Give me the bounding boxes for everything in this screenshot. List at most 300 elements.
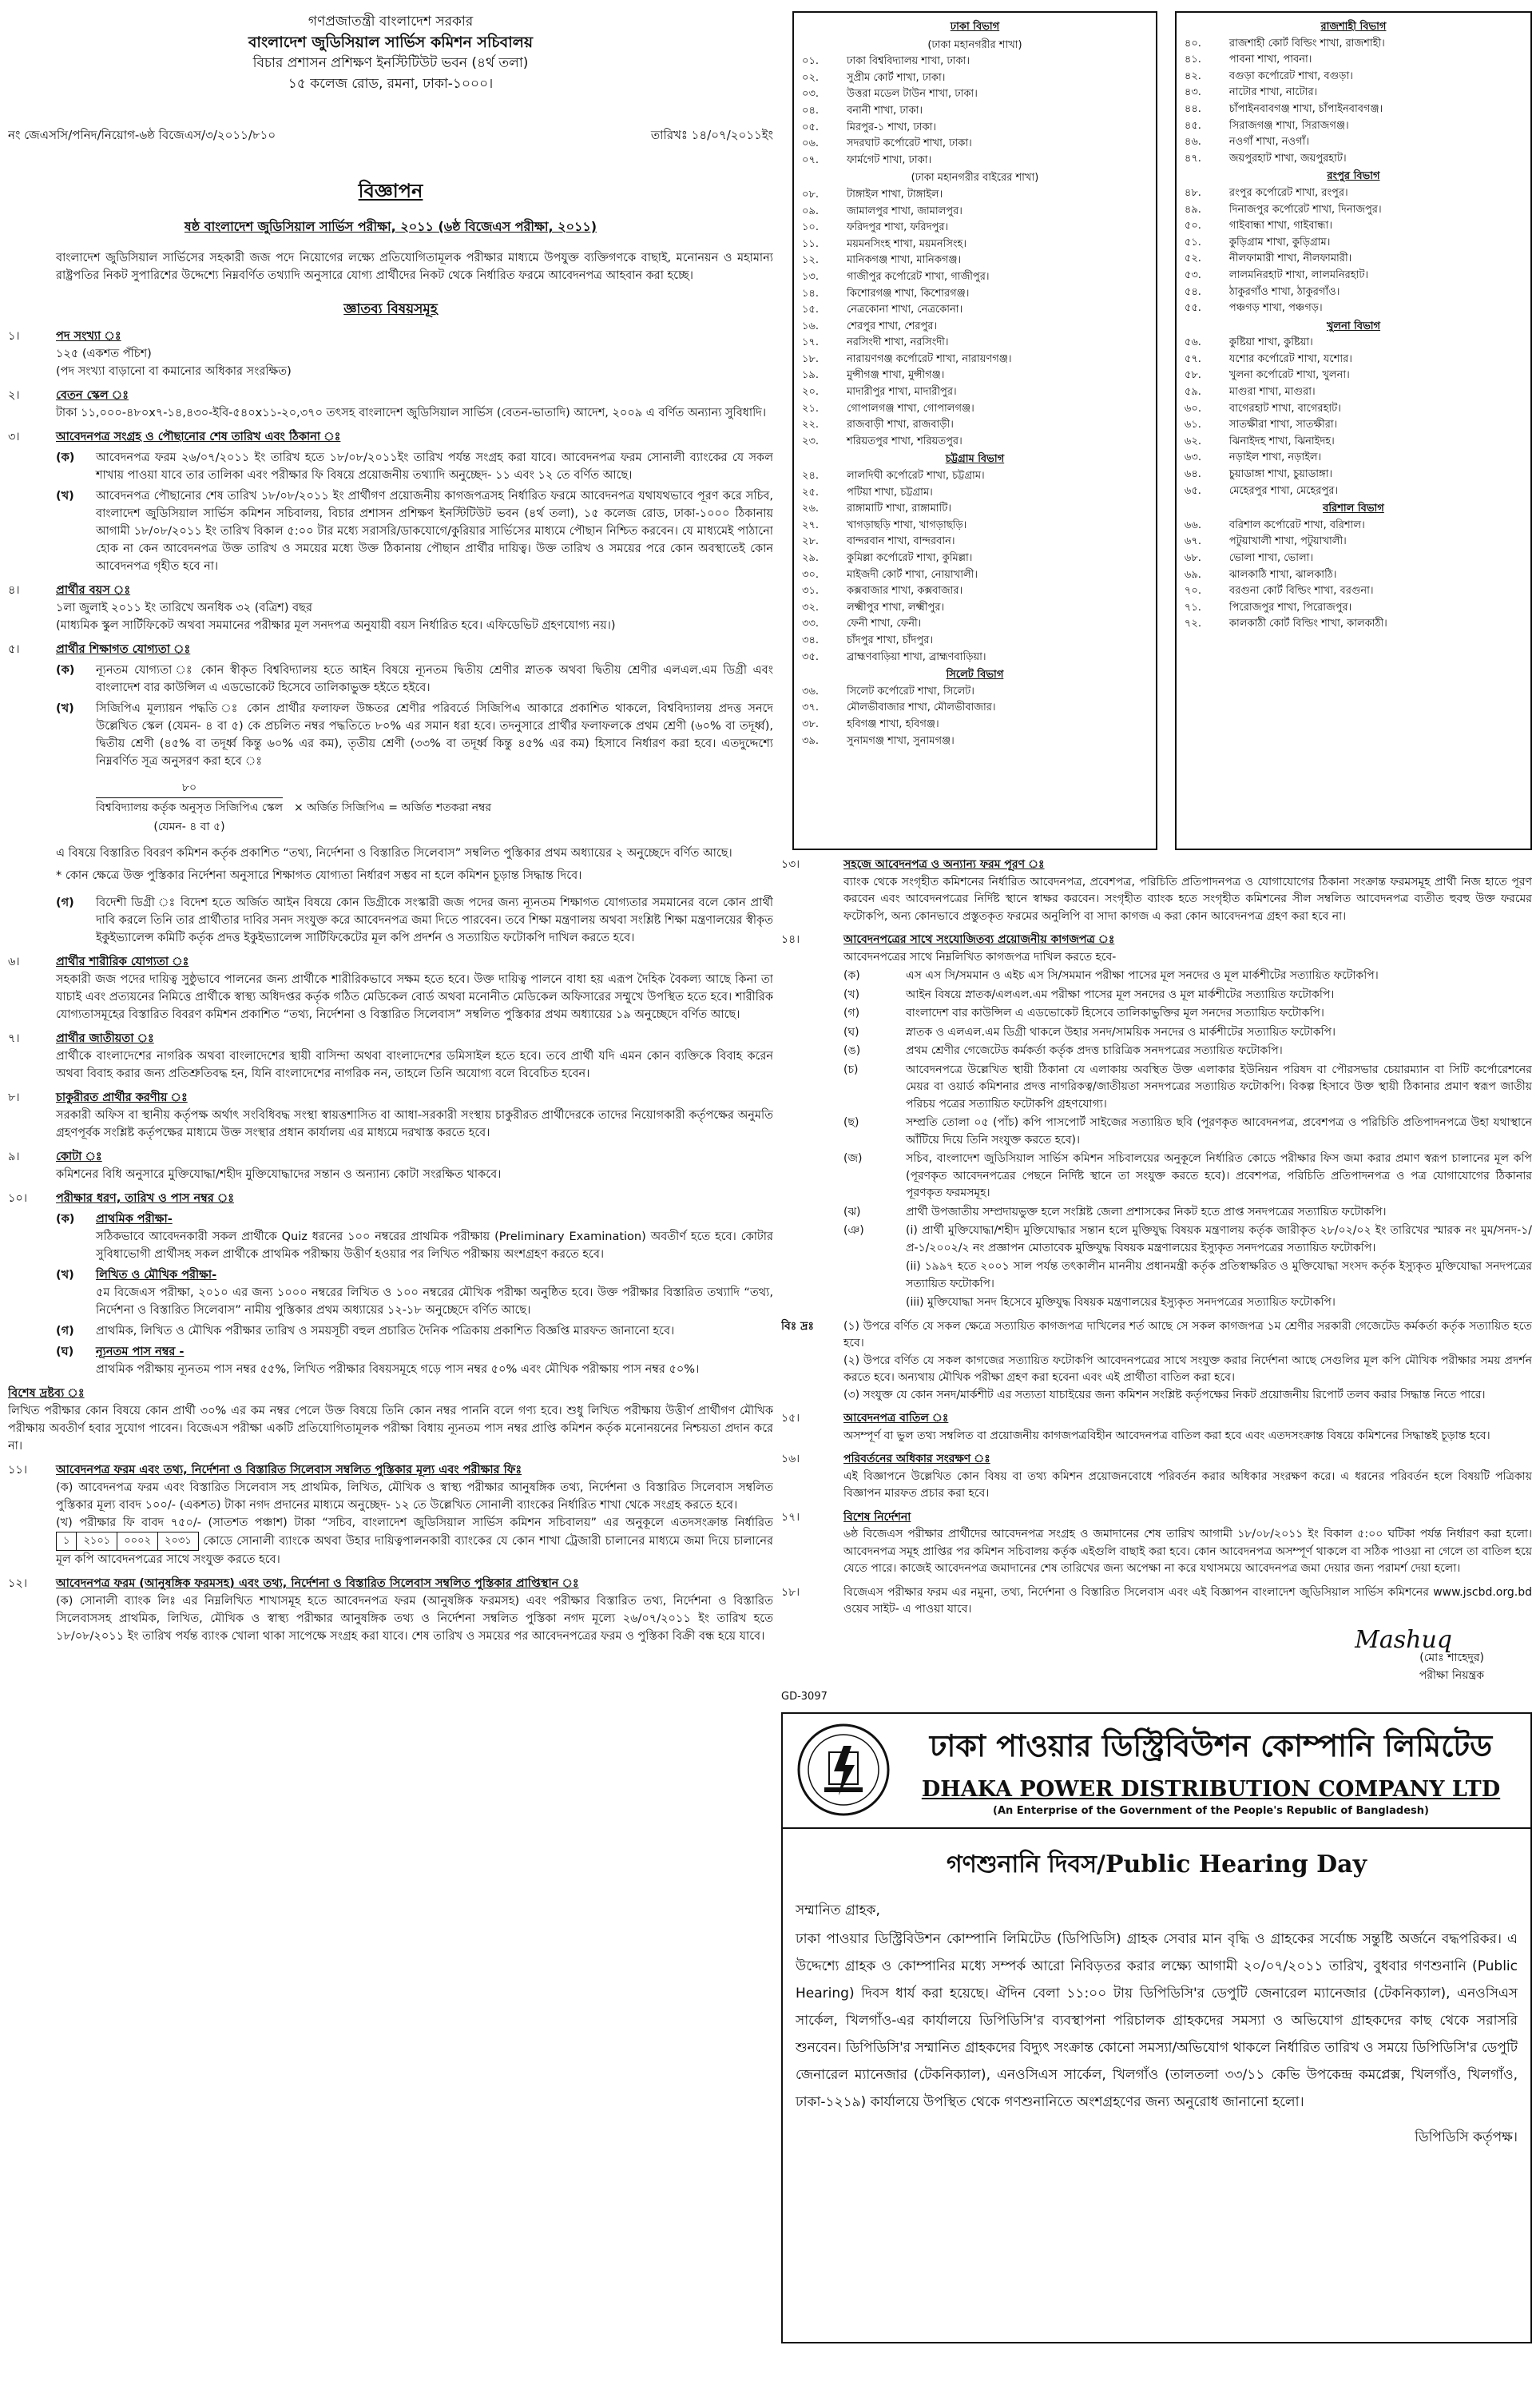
branch-item (802, 684, 1148, 701)
branch-group-title: সিলেট বিভাগ (946, 669, 1004, 682)
branch-item (802, 583, 1148, 600)
branch-name: কুমিল্লা কর্পোরেট শাখা, কুমিল্লা। (847, 552, 973, 564)
branch-item (1185, 151, 1522, 168)
doc-item-label: (চ) (843, 1063, 859, 1076)
branch-item (1185, 185, 1522, 202)
docs-nb (781, 1318, 1532, 1405)
branch-number: ৬৪. (1184, 468, 1201, 481)
branch-name: নেত্রকোনা শাখা, নেত্রকোনা। (847, 304, 963, 316)
branch-item (802, 286, 1148, 303)
branch-name: যশোর কর্পোরেট শাখা, যশোর। (1228, 352, 1352, 365)
nb-item: (৩) সংযুক্ত যে কোন সনদ/মার্কশীট এর সত্যতা যাচাইয়ের জন্য কমিশন সংশ্লিষ্ট কর্তৃপক্ষের নিকট প্রয়োজনীয় রিপোর্ট তলব করার সিদ্ধান্ত নিতে পারে। (843, 1388, 1486, 1401)
branch-number: ২৪. (802, 470, 820, 483)
branch-number: ৬২. (1184, 435, 1201, 447)
branch-number: ৬১. (1184, 419, 1201, 431)
section-head: কোটা ঃ (56, 1151, 102, 1163)
branch-item (1185, 268, 1522, 284)
section-num: ৮। (8, 1091, 20, 1104)
branch-item (1185, 567, 1522, 584)
branch-group-title: রাজশাহী বিভাগ (1320, 21, 1387, 33)
branch-item (802, 417, 1148, 434)
signatory-title: পরীক্ষা নিয়ন্ত্রক (1419, 1668, 1484, 1682)
section-num: ৪। (8, 584, 20, 597)
branch-name: বরিশাল কর্পোরেট শাখা, বরিশাল। (1228, 519, 1365, 531)
section-num: ১। (8, 330, 20, 343)
section-text: ১লা জুলাই ২০১১ ইং তারিখে অনধিক ৩২ (বত্রিশ) বছর (মাধ্যমিক স্কুল সার্টিফিকেট অথবা সমমানের পরীক্ষার মূল সনদপত্র অনুযায়ী বয়স নির্ধারিত হবে। এফিডেভিট গ্রহণযোগ্য নয়।) (56, 602, 616, 632)
docs-nb-head: বিঃ দ্রঃ (781, 1319, 814, 1333)
branch-number: ৫১. (1184, 236, 1201, 248)
gd-code: GD-3097 (781, 1690, 828, 1703)
branch-item (1185, 518, 1522, 535)
branch-number: ১১. (802, 237, 820, 250)
sub-item (56, 487, 773, 575)
branch-number: ১৫. (802, 304, 820, 316)
branch-name: বাগেরহাট শাখা, বাগেরহাট। (1228, 402, 1341, 415)
fee-section (8, 1461, 773, 1568)
section-head: আবেদনপত্র সংগ্রহ ও পৌছানোর শেষ তারিখ এবং ঠিকানা ঃ (56, 431, 341, 443)
branch-item (1185, 352, 1522, 368)
section (781, 1584, 1532, 1619)
branch-name: ময়মনসিংহ শাখা, ময়মনসিংহ। (847, 237, 966, 250)
branch-number: ১৪. (802, 287, 820, 300)
exam-head: পরীক্ষার ধরণ, তারিখ ও পাস নম্বর ঃ (56, 1192, 235, 1205)
formula-denominator: বিশ্ববিদ্যালয় কর্তৃক অনুসৃত সিজিপিএ স্কেল (96, 801, 284, 814)
branch-number: ৩৯. (802, 734, 820, 747)
branch-item (802, 468, 1148, 485)
dpdc-body: ঢাকা পাওয়ার ডিস্ট্রিবিউশন কোম্পানি লিমিটেড (ডিপিডিসি) গ্রাহক সেবার মান বৃদ্ধি ও গ্রাহকের সর্বোচ্চ সন্তুষ্টি অর্জনে বদ্ধপরিকর। এ উদ্দেশ্যে গ্রাহক ও কোম্পানির মধ্যে সম্পর্ক আরো নিবিড়তর করার লক্ষ্যে আগামী ২০/০৭/২০১১ তারিখ, বুধবার গণশুনানি (Public Hearing) দিবস ধার্য করা হয়েছে। ঐদিন বেলা ১১:০০ টায় ডিপিডিসি'র ডেপুটি জেনারেল ম্যানেজার (টেকনিক্যাল), এনওসিএস সার্কেল, খিলগাঁও-এর কার্যালয়ে ডিপিডিসি'র ব্যবস্থাপনা পরিচালক গ্রাহকদের সমস্যা ও অভিযোগ গ্রাহকদের কাছ থেকে সরাসরি শুনবেন। ডিপিডিসি'র সম্মানিত গ্রাহকদের বিদ্যুৎ সংক্রান্ত কোনো সমস্যা/অভিযোগ থাকলে নির্ধারিত তারিখ ও সময়ে ডিপিডিসি'র ডেপুটি জেনারেল ম্যানেজার (টেকনিক্যাল), এনওসিএস সার্কেল, খিলগাঁও (তালতলা ৩৩/১১ কেভি উপকেন্দ্র কমপ্লেক্স, খিলগাঁও, খিলগাঁও, ঢাকা-১২১৯) কার্যালয়ে উপস্থিত থেকে গণশুনানিতে অংশগ্রহণের জন্য অনুরোধ জানানো হলো। (796, 1930, 1518, 2110)
branch-name: শেরপুর শাখা, শেরপুর। (847, 320, 937, 332)
branch-item (1185, 534, 1522, 551)
branch-name: সুনামগঞ্জ শাখা, সুনামগঞ্জ। (847, 734, 955, 747)
branch-name: টাঙ্গাইল শাখা, টাঙ্গাইল। (847, 188, 943, 201)
branch-name: হবিগঞ্জ শাখা, হবিগঞ্জ। (847, 718, 939, 730)
sub-text: ন্যূনতম যোগ্যতা ঃ কোন স্বীকৃত বিশ্ববিদ্যালয় হতে আইন বিষয়ে ন্যূনতম দ্বিতীয় শ্রেণীর স্নাতক অথবা দ্বিতীয় শ্রেণীর এলএল.এম ডিগ্রী এবং বাংলাদেশ বার কাউন্সিল এ এডভোকেট হিসেবে তালিকাভুক্ত হইতে হইবে। (96, 664, 773, 694)
branch-number: ১৩. (802, 270, 820, 283)
sub-label: (খ) (56, 490, 74, 503)
dpdc-header (796, 1722, 1518, 1818)
branch-item (802, 567, 1148, 584)
left-sections-b (8, 953, 773, 1183)
sub-item (56, 449, 773, 484)
branch-number: ৫৩. (1184, 268, 1201, 281)
branch-item (802, 153, 1148, 169)
branch-number: ৩৫. (802, 650, 820, 663)
branch-name: দিনাজপুর কর্পোরেট শাখা, দিনাজপুর। (1228, 203, 1382, 216)
branch-group-title: চট্টগ্রাম বিভাগ (945, 453, 1005, 466)
branch-name: মাদারীপুর শাখা, মাদারীপুর। (847, 386, 957, 399)
branch-name: নড়াইল শাখা, নড়াইল। (1228, 451, 1322, 464)
branch-number: ২৬. (802, 503, 820, 515)
branch-name: জয়পুরহাট শাখা, জয়পুরহাট। (1228, 152, 1347, 165)
doc-item-text: সচিব, বাংলাদেশ জুডিসিয়াল সার্ভিস কমিশন সচিবালয়ের অনুকূলে নির্ধারিত কোডে পরীক্ষার ফিস জমা করার প্রমাণ স্বরূপ চালানের মূল কপি (পূরণকৃত আবেদনপত্রের পেছনে নির্দিষ্ট স্থানে তা সংযুক্ত করতে হবে)। প্রবেশপত্র, পরিচিতি প্রতিপাদনপত্র ও পত্র যোগাযোগের ঠিকানার পূরণকৃত ফরমসমূহ। (906, 1152, 1532, 1199)
branch-name: মিরপুর-১ শাখা, ঢাকা। (847, 121, 936, 133)
signature-block (781, 1625, 1532, 1684)
exam-sub (56, 1322, 773, 1340)
branch-item (802, 252, 1148, 269)
section (781, 857, 1532, 925)
branch-number: ৪১. (1184, 54, 1201, 66)
branch-item (1185, 218, 1522, 235)
branch-number: ০৮. (802, 188, 820, 201)
branch-item (1185, 101, 1522, 118)
formula-numerator: ৮০ (96, 778, 283, 798)
branch-name: রংপুর কর্পোরেট শাখা, রংপুর। (1228, 186, 1348, 199)
section (8, 428, 773, 575)
section-head: প্রার্থীর জাতীয়তা ঃ (56, 1032, 154, 1045)
branch-item (1185, 384, 1522, 401)
sources-num: ১২। (8, 1577, 28, 1590)
section-body (843, 1451, 1532, 1503)
branch-number: ৬৫. (1184, 484, 1201, 497)
nb-item: (২) উপরে বর্ণিত যে সকল কাগজের সত্যায়িত ফটোকপি আবেদনপত্রের সাথে সংযুক্ত করার নির্দেশনা আছে সেগুলির মূল কপি মৌখিক পরীক্ষার সময় প্রদর্শন করতে হবে। অন্যথায় মৌখিক পরীক্ষা গ্রহণ করা হবেনা এবং এই প্রার্থীতা বাতিল করা হবে। (843, 1354, 1532, 1384)
doc-item-text: (iii) মুক্তিযোদ্ধা সনদ হিসেবে মুক্তিযুদ্ধ বিষয়ক মন্ত্রণালয়ের ইস্যুকৃত সনদপত্রের সত্যায়িত ফটোকপি। (906, 1296, 1336, 1309)
doc-item (843, 1062, 1532, 1114)
section-text: সরকারী অফিস বা স্থানীয় কর্তৃপক্ষ অর্থাৎ সংবিধিবদ্ধ সংস্থা স্বায়ত্তশাসিত বা আধা-সরকারী সংস্থায় চাকুরীরত প্রার্থীদেরকে তাদের নিয়োগকারী কর্তৃপক্ষের অনুমতি গ্রহণপূর্বক সংশ্লিষ্ট কর্তৃপক্ষের মাধ্যমে উক্ত সংস্থার প্রধান কার্যালয় এর মাধ্যমে দরখাস্ত করতে হবে। (56, 1109, 773, 1139)
branch-name: ফরিদপুর শাখা, ফরিদপুর। (847, 221, 949, 234)
doc-item (843, 1222, 1532, 1257)
doc-item-text: (i) প্রার্থী মুক্তিযোদ্ধা/শহীদ মুক্তিযোদ্ধার সন্তান হলে মুক্তিযুদ্ধ বিষয়ক মন্ত্রণালয় কর্তৃক জারীকৃত ২৮/০২/০২ ইং তারিখের স্মারক নং মুম/সনদ-১/প্র-১/২০০২/২ নং প্রজ্ঞাপন মোতাবেক মুক্তিযুদ্ধ বিষয়ক মন্ত্রণালয়ের ইস্যুকৃত সনদপত্রের সত্যায়িত ফটোকপি। (906, 1224, 1532, 1254)
branch-name: নীলফামারী শাখা, নীলফামারী। (1228, 252, 1352, 265)
doc-item (843, 968, 1532, 985)
branch-number: ৩১. (802, 585, 820, 598)
branch-name: সদরঘাট কর্পোরেট শাখা, ঢাকা। (847, 137, 972, 150)
section-num: ৩। (8, 431, 20, 443)
branch-name: নাটোর শাখা, নাটোর। (1228, 86, 1318, 99)
branch-name: চুয়াডাঙ্গা শাখা, চুয়াডাঙ্গা। (1228, 468, 1333, 481)
branch-item (1185, 251, 1522, 268)
special-note-head: বিশেষ দ্রষ্টব্য ঃ (8, 1387, 85, 1400)
exam-sub-text: সঠিকভাবে আবেদনকারী সকল প্রার্থীকে Quiz ধরনের ১০০ নম্বরের প্রাথমিক পরীক্ষায় (Preliminary Examination) অবতীর্ণ হতে হবে। কোটার সুবিধাভোগী প্রার্থীসহ সকল প্রার্থীকে প্রাথমিক পরীক্ষায় উত্তীর্ণ হওয়ার পর লিখিত পরীক্ষায় অংশগ্রহণ করতে হবে। (96, 1230, 773, 1261)
dpdc-name-en: DHAKA POWER DISTRIBUTION COMPANY LTD (921, 1776, 1501, 1802)
section-head: প্রার্থীর বয়স ঃ (56, 584, 131, 597)
branch-number: ৪৯. (1184, 203, 1201, 216)
exam-sub-label: (ঘ) (56, 1346, 74, 1358)
branch-number: ৩৬. (802, 685, 820, 698)
branch-number: ১৭. (802, 336, 820, 349)
dpdc-titles (904, 1723, 1518, 1817)
branch-number: ৪৮. (1184, 186, 1201, 199)
section-num: ১৮। (781, 1585, 800, 1599)
section-num: ৯। (8, 1151, 20, 1163)
branch-item (1185, 551, 1522, 567)
section-num: ১৩। (781, 858, 800, 871)
code-part: ২১০১ (76, 1532, 117, 1550)
branch-item (802, 700, 1148, 717)
branch-number: ৪৬. (1184, 136, 1201, 149)
branch-name: লক্ষ্মীপুর শাখা, লক্ষ্মীপুর। (847, 601, 945, 614)
branch-item (802, 302, 1148, 319)
branch-item (1185, 368, 1522, 384)
branch-item (802, 434, 1148, 451)
branch-name: গাইবান্ধা শাখা, গাইবান্ধা। (1228, 220, 1332, 233)
branch-number: ১০. (802, 221, 820, 234)
branch-item (1185, 401, 1522, 418)
fee-head: আবেদনপত্র ফরম এবং তথ্য, নির্দেশনা ও বিস্তারিত সিলেবাস সম্বলিত পুস্তিকার মূল্য এবং পরীক্ষার ফিঃ (56, 1464, 522, 1477)
branch-number: ২০. (802, 386, 820, 399)
branch-number: ১৯. (802, 369, 820, 382)
branch-number: ০৪. (802, 104, 820, 117)
signatory-name: (মোঃ শাহেদুর) (1419, 1651, 1484, 1664)
branch-name: পঞ্চগড় শাখা, পঞ্চগড়। (1228, 302, 1323, 315)
docs-lead: আবেদনপত্রের সাথে নিম্নলিখিত কাগজপত্র দাখিল করতে হবে- (843, 950, 1117, 964)
doc-item (843, 1005, 1532, 1023)
left-column (8, 11, 773, 2392)
dpdc-greeting: সম্মানিত গ্রাহক, (796, 1902, 880, 1918)
sub-label: (খ) (56, 702, 74, 715)
branch-number: ৬০. (1184, 402, 1201, 415)
sources-head: আবেদনপত্র ফরম (আনুষঙ্গিক ফরমসহ) এবং তথ্য, নির্দেশনা ও বিস্তারিত সিলেবাস সম্বলিত পুস্তিকার প্রাপ্তিস্থান ঃ (56, 1577, 579, 1590)
section-body (56, 428, 773, 575)
branch-name: সিরাজগঞ্জ শাখা, সিরাজগঞ্জ। (1228, 119, 1349, 132)
branch-number: ১৮. (802, 352, 820, 365)
branch-name: মাইজদী কোর্ট শাখা, নোয়াখালী। (847, 568, 978, 581)
branch-item (802, 86, 1148, 103)
exam-sub-body (96, 1210, 773, 1263)
branch-item (802, 103, 1148, 120)
sub-label: (ক) (56, 664, 75, 677)
section-head: প্রার্থীর শারীরিক যোগ্যতা ঃ (56, 956, 189, 968)
doc-item-label: (জ) (843, 1152, 863, 1165)
docs-section (781, 932, 1532, 1312)
right-sections-b (781, 1410, 1532, 1619)
branch-number: ২২. (802, 419, 820, 431)
foreign-degree (8, 891, 773, 947)
branch-item (1185, 467, 1522, 483)
branch-name: খাগড়াছড়ি শাখা, খাগড়াছড়ি। (847, 519, 967, 531)
cgpa-formula (96, 778, 773, 837)
doc-item (843, 1115, 1532, 1149)
branch-item (1185, 36, 1522, 53)
branch-box-left (792, 11, 1157, 850)
doc-item-text: এস এস সি/সমমান ও এইচ এস সি/সমমান পরীক্ষা পাসের মূল সনদের ও মূল মার্কশীটের সত্যায়িত ফটোকপি। (906, 969, 1379, 982)
branch-number: ৪২. (1184, 70, 1201, 82)
branch-item (802, 352, 1148, 368)
branch-name: নওগাঁ শাখা, নওগাঁ। (1228, 136, 1309, 149)
section (781, 1410, 1532, 1445)
doc-item (843, 1043, 1532, 1060)
section-body (56, 387, 773, 422)
formula-note-2: * কোন ক্ষেত্রে উক্ত পুস্তিকার নির্দেশনা অনুসারে শিক্ষাগত যোগ্যতা নির্ধারণ সম্ভব না হলে কমিশন চূড়ান্ত সিদ্ধান্ত দিবে। (56, 869, 582, 882)
branch-number: ৩৮. (802, 718, 820, 730)
exam-sub-body (96, 1266, 773, 1319)
branch-number: ২৮. (802, 535, 820, 548)
dpdc-logo-icon (796, 1722, 891, 1818)
branch-name: কুষ্টিয়া শাখা, কুষ্টিয়া। (1228, 336, 1313, 349)
exam-num: ১০। (8, 1192, 28, 1205)
exam-sub (56, 1343, 773, 1378)
branch-item (802, 551, 1148, 567)
branch-number: ৭০. (1184, 585, 1201, 598)
branch-item (802, 335, 1148, 352)
branch-number: ০২. (802, 71, 820, 84)
branch-name: বান্দরবান শাখা, বান্দরবান। (847, 535, 955, 548)
doc-item-text: স্নাতক ও এলএল.এম ডিগ্রী থাকলে উহার সনদ/সাময়িক সনদের ও মার্কশীটের সত্যায়িত ফটোকপি। (906, 1025, 1336, 1039)
branch-item (1185, 118, 1522, 135)
section-text: ১২৫ (একশত পঁচিশ) (পদ সংখ্যা বাড়ানো বা কমানোর অধিকার সংরক্ষিত) (56, 348, 292, 378)
branch-name: ফার্মগেট শাখা, ঢাকা। (847, 153, 932, 166)
gov-name: গণপ্রজাতন্ত্রী বাংলাদেশ সরকার (308, 14, 474, 30)
branch-item (1185, 335, 1522, 352)
branch-number: ৪৭. (1184, 152, 1201, 165)
branch-item (802, 633, 1148, 650)
branch-item (1185, 134, 1522, 151)
branch-item (1185, 69, 1522, 85)
branch-number: ৩৩. (802, 618, 820, 630)
branch-name: চাঁপাইনবাবগঞ্জ শাখা, চাঁপাইনবাবগঞ্জ। (1228, 102, 1383, 115)
doc-item-text: বাংলাদেশ বার কাউন্সিল এ এডভোকেট হিসেবে তালিকাভুক্তির মূল সনদের সত্যায়িত ফটোকপি। (906, 1007, 1324, 1020)
branch-number: ৪৪. (1184, 102, 1201, 115)
fee-kha (56, 1514, 773, 1568)
section-body (843, 857, 1532, 925)
sub-text: সিজিপিএ মূল্যায়ন পদ্ধতি ঃ কোন প্রার্থীর ফলাফল উচ্চতর শ্রেণীর পরিবর্তে সিজিপিএ আকারে প্রকাশিত থাকলে, বিশ্ববিদ্যালয় প্রদত্ত সনদে উল্লেখিত স্কেল (যেমন- ৪ বা ৫) কে প্রচলিত নম্বর পদ্ধতিতে ৮০% এর সমান ধরা হবে। তদনুসারে প্রার্থীর ফলাফলকে প্রথম শ্রেণী (৬০% বা তদূর্ধ্ব), দ্বিতীয় শ্রেণী (৪৫% বা তদূর্ধ্ব কিন্তু ৬০% এর কম), তৃতীয় শ্রেণী (৩৩% বা তদূর্ধ্ব কিন্তু ৪৫% এর কম) হিসাবে নির্ধারণ করা হবে। এতদুদ্দেশ্যে নিম্নবর্ণিত সূত্র অনুসরণ করা হবে ঃ (96, 702, 773, 768)
branch-name: বনানী শাখা, ঢাকা। (847, 104, 923, 117)
branch-item (802, 319, 1148, 336)
section (8, 1089, 773, 1142)
branch-number: ৫৭. (1184, 352, 1201, 365)
branch-group-title: ঢাকা বিভাগ (950, 21, 1000, 33)
exam-sub-title: লিখিত ও মৌখিক পরীক্ষা- (96, 1269, 217, 1282)
section-num: ৫। (8, 643, 20, 656)
section (781, 1451, 1532, 1503)
section (8, 641, 773, 770)
code-part: ০০০২ (117, 1532, 157, 1550)
branch-number: ০৭. (802, 153, 820, 166)
building-name: বিচার প্রশাসন প্রশিক্ষণ ইনস্টিটিউট ভবন (৪র্থ তলা) (252, 55, 529, 71)
doc-item (843, 1258, 1532, 1293)
branch-number: ৫৬. (1184, 336, 1201, 349)
branch-number: ২৩. (802, 435, 820, 447)
section (8, 387, 773, 422)
bank-branch-lists (792, 11, 1532, 850)
branch-item (1185, 600, 1522, 617)
branch-group-title: (ঢাকা মহানগরীর শাখা) (927, 38, 1022, 51)
branch-item (802, 501, 1148, 518)
branch-number: ২৭. (802, 519, 820, 531)
dpdc-enterprise: (An Enterprise of the Government of the People's Republic of Bangladesh) (993, 1804, 1429, 1817)
branch-name: পিরোজপুর শাখা, পিরোজপুর। (1228, 601, 1352, 614)
branch-name: ঠাকুরগাঁও শাখা, ঠাকুরগাঁও। (1228, 285, 1340, 298)
branch-number: ৫২. (1184, 252, 1201, 265)
doc-item (843, 1204, 1532, 1222)
doc-item (843, 1294, 1532, 1312)
branch-number: ৪৩. (1184, 86, 1201, 99)
sub-item (56, 662, 773, 697)
branch-name: রাজবাড়ী শাখা, রাজবাড়ী। (847, 419, 954, 431)
doc-item-text: সম্প্রতি তোলা ০৫ (পাঁচ) কপি পাসপোর্ট সাইজের সত্যায়িত ছবি (পূরণকৃত আবেদনপত্র, প্রবেশপত্র ও পরিচিতি প্রতিপাদনপত্রে উহা যথাস্থানে আঁটিয়ে দিয়ে তিনি সংযুক্ত করতে হবে)। (906, 1116, 1532, 1147)
branch-item (1185, 202, 1522, 219)
office-name: বাংলাদেশ জুডিসিয়াল সার্ভিস কমিশন সচিবালয় (248, 34, 534, 51)
branch-item (802, 401, 1148, 418)
branch-item (802, 733, 1148, 750)
branch-item (802, 384, 1148, 401)
branch-name: সাতক্ষীরা শাখা, সাতক্ষীরা। (1228, 419, 1338, 431)
doc-item-label (843, 1294, 906, 1312)
sources-section (8, 1575, 773, 1645)
right-column (781, 11, 1532, 2392)
branch-item (1185, 450, 1522, 467)
branch-item (802, 600, 1148, 617)
doc-item-label: (ঘ) (843, 1025, 859, 1039)
branch-name: কালকাঠী কোর্ট বিল্ডিং শাখা, কালকাঠী। (1228, 618, 1387, 630)
info-heading: জ্ঞাতব্য বিষয়সমূহ (343, 301, 438, 317)
sub-text: আবেদনপত্র ফরম ২৬/০৭/২০১১ ইং তারিখ হতে ১৮/০৮/২০১১ইং তারিখ পর্যন্ত সংগ্রহ করা যাবে। আবেদনপত্র ফরম সোনালী ব্যাংকের যে সকল শাখায় পাওয়া যাবে তার তালিকা এবং পরীক্ষার ফি বিষয়ে প্রয়োজনীয় তথ্যাদি অনুচ্ছেদ- ১১ এবং ১২ তে বর্ণিত আছে। (96, 451, 773, 482)
branch-name: শরিয়তপুর শাখা, শরিয়তপুর। (847, 435, 963, 447)
branch-name: কুড়িগ্রাম শাখা, কুড়িগ্রাম। (1228, 236, 1331, 248)
section-text: বিজেএস পরীক্ষার ফরম এর নমুনা, তথ্য, নির্দেশনা ও বিস্তারিত সিলেবাস এবং এই বিজ্ঞাপন বাংলাদেশ জুডিসিয়াল সার্ভিস কমিশনের www.jscbd.org.bd ওয়েব সাইট- এ পাওয়া যাবে। (843, 1585, 1532, 1616)
branch-name: মেহেরপুর শাখা, মেহেরপুর। (1228, 484, 1339, 497)
branch-number: ৩৭. (802, 702, 820, 714)
formula-note-1: এ বিষয়ে বিস্তারিত বিবরণ কমিশন কর্তৃক প্রকাশিত “তথ্য, নির্দেশনা ও বিস্তারিত সিলেবাস” সম্বলিত পুস্তিকার প্রথম অধ্যায়ের ২ অনুচ্ছেদে বর্ণিত আছে। (56, 847, 732, 860)
branch-number: ৬৯. (1184, 568, 1201, 581)
branch-name: পটিয়া শাখা, চট্টগ্রাম। (847, 486, 933, 499)
section-head: চাকুরীরত প্রার্থীর করণীয় ঃ (56, 1091, 188, 1104)
branch-number: ৪০. (1184, 37, 1201, 50)
section-head: বিশেষ নির্দেশনা (843, 1510, 911, 1524)
doc-item-label: (ঝ) (843, 1205, 861, 1218)
signature-scribble: Mashuq (1355, 1625, 1452, 1654)
nb-item: (১) উপরে বর্ণিত যে সকল ক্ষেত্রে সত্যায়িত কাগজপত্র দাখিলের শর্ত আছে সে সকল কাগজপত্র ১ম শ্রেণীর সরকারী গেজেটেড কর্মকর্তা কর্তৃক সত্যায়িত হতে হবে। (843, 1319, 1532, 1350)
exam-sub-title: ন্যূনতম পাস নম্বর - (96, 1346, 185, 1358)
branch-item (1185, 417, 1522, 434)
section-body (843, 1410, 1532, 1445)
section-text: সহকারী জজ পদের দায়িত্ব সুষ্ঠুভাবে পালনের জন্য প্রার্থীকে শারীরিকভাবে সক্ষম হতে হবে। উক্ত দায়িত্ব পালনে বাধা হয় এরূপ দৈহিক বৈকল্য আছে কিনা তা যাচাই এবং প্রত্যয়নের নিমিত্তে প্রার্থীকে স্বাস্থ্য অধিদপ্তর কর্তৃক গঠিত মেডিকেল বোর্ড অথবা মনোনীত মেডিকেল অফিসারের সম্মুখে উপস্থিত হতে হবে। শারীরিক যোগ্যতাসমূহের বিস্তারিত বিবরণ কমিশন প্রকাশিত “তথ্য, নির্দেশনা ও বিস্তারিত সিলেবাস” সম্বলিত পুস্তিকার প্রথম অধ্যায়ের ১৯ অনুচ্ছেদে বর্ণিত আছে। (56, 973, 773, 1021)
notice-subtitle: ষষ্ঠ বাংলাদেশ জুডিসিয়াল সার্ভিস পরীক্ষা, ২০১১ (৬ষ্ঠ বিজেএস পরীক্ষা, ২০১১) (184, 219, 597, 234)
sub-label: (ক) (56, 451, 75, 464)
branch-name: ভোলা শাখা, ভোলা। (1228, 552, 1314, 564)
docs-num: ১৪। (781, 933, 800, 946)
code-part: ২০৩১ (157, 1532, 198, 1550)
branch-number: ৫৪. (1184, 285, 1201, 298)
branch-number: ০৯. (802, 205, 820, 217)
branch-item (1185, 85, 1522, 101)
branch-item (1185, 52, 1522, 69)
fee-num: ১১। (8, 1464, 28, 1477)
branch-name: পটুয়াখালী শাখা, পটুয়াখালী। (1228, 535, 1347, 548)
branch-number: ১৬. (802, 320, 820, 332)
memo-line (8, 126, 773, 146)
section-text: ৬ষ্ঠ বিজেএস পরীক্ষার প্রার্থীদের আবেদনপত্র সংগ্রহ ও জমাদানের শেষ তারিখ আগামী ১৮/০৮/২০১১ ইং বিকাল ৫:০০ ঘটিকা পর্যন্ত নির্ধারণ করা হলো। আবেদনপত্র সমূহ প্রাপ্তির পর কমিশন সচিবালয় কর্তৃক এইগুলি বাছাই করা হবে। কোন আবেদনপত্র অসম্পূর্ণ থাকলে বা সঠিক পাওয়া না গেলে তা বাতিল হয়ে যেতে পারে। কাজেই আবেদনপত্র জমাদানের শেষ তারিখের জন্য অপেক্ষা না করে যথাসময়ে আবেদনপত্র জমা দেয়ার জন্য পরামর্শ দেয়া হলো। (843, 1528, 1532, 1575)
section-body (843, 1509, 1532, 1578)
branch-item (802, 616, 1148, 633)
doc-item-label (843, 1258, 906, 1293)
branch-number: ৫৯. (1184, 386, 1201, 399)
branch-item (802, 54, 1148, 70)
branch-number: ২১. (802, 402, 820, 415)
branch-number: ৫৮. (1184, 369, 1201, 382)
section (8, 953, 773, 1024)
branch-number: ২৫. (802, 486, 820, 499)
section-head: প্রার্থীর শিক্ষাগত যোগ্যতা ঃ (56, 643, 191, 656)
branch-item (802, 269, 1148, 286)
branch-name: সুপ্রীম কোর্ট শাখা, ঢাকা। (847, 71, 946, 84)
section-body (56, 1030, 773, 1083)
section-text: কমিশনের বিধি অনুসারে মুক্তিযোদ্ধা/শহীদ মুক্তিযোদ্ধাদের সন্তান ও অন্যান্য কোটা সংরক্ষিত থাকবে। (56, 1168, 502, 1181)
section-body (56, 328, 773, 380)
section-text: প্রার্থীকে বাংলাদেশের নাগরিক অথবা বাংলাদেশের স্থায়ী বাসিন্দা অথবা বাংলাদেশের ডমিসাইল হতে হবে। তবে প্রার্থী যদি এমন কোন ব্যক্তিকে বিবাহ করেন অথবা বিবাহ করার জন্য প্রতিশ্রুতিবদ্ধ হন, যিনি বাংলাদেশের নাগরিক নন, তাহলে তিনি অযোগ্য বলে বিবেচিত হবেন। (56, 1050, 773, 1080)
branch-item (1185, 284, 1522, 301)
branch-number: ০১. (802, 55, 820, 68)
branch-item (1185, 434, 1522, 451)
section (8, 1030, 773, 1083)
branch-number: ৭২. (1184, 618, 1201, 630)
branch-name: মুন্সীগঞ্জ শাখা, মুন্সীগঞ্জ। (847, 369, 945, 382)
section-head: আবেদনপত্র বাতিল ঃ (843, 1412, 949, 1425)
doc-item (843, 1151, 1532, 1202)
section-num: ১৫। (781, 1412, 800, 1425)
branch-item (802, 368, 1148, 384)
branch-number: ৫০. (1184, 220, 1201, 233)
section-body (56, 953, 773, 1024)
